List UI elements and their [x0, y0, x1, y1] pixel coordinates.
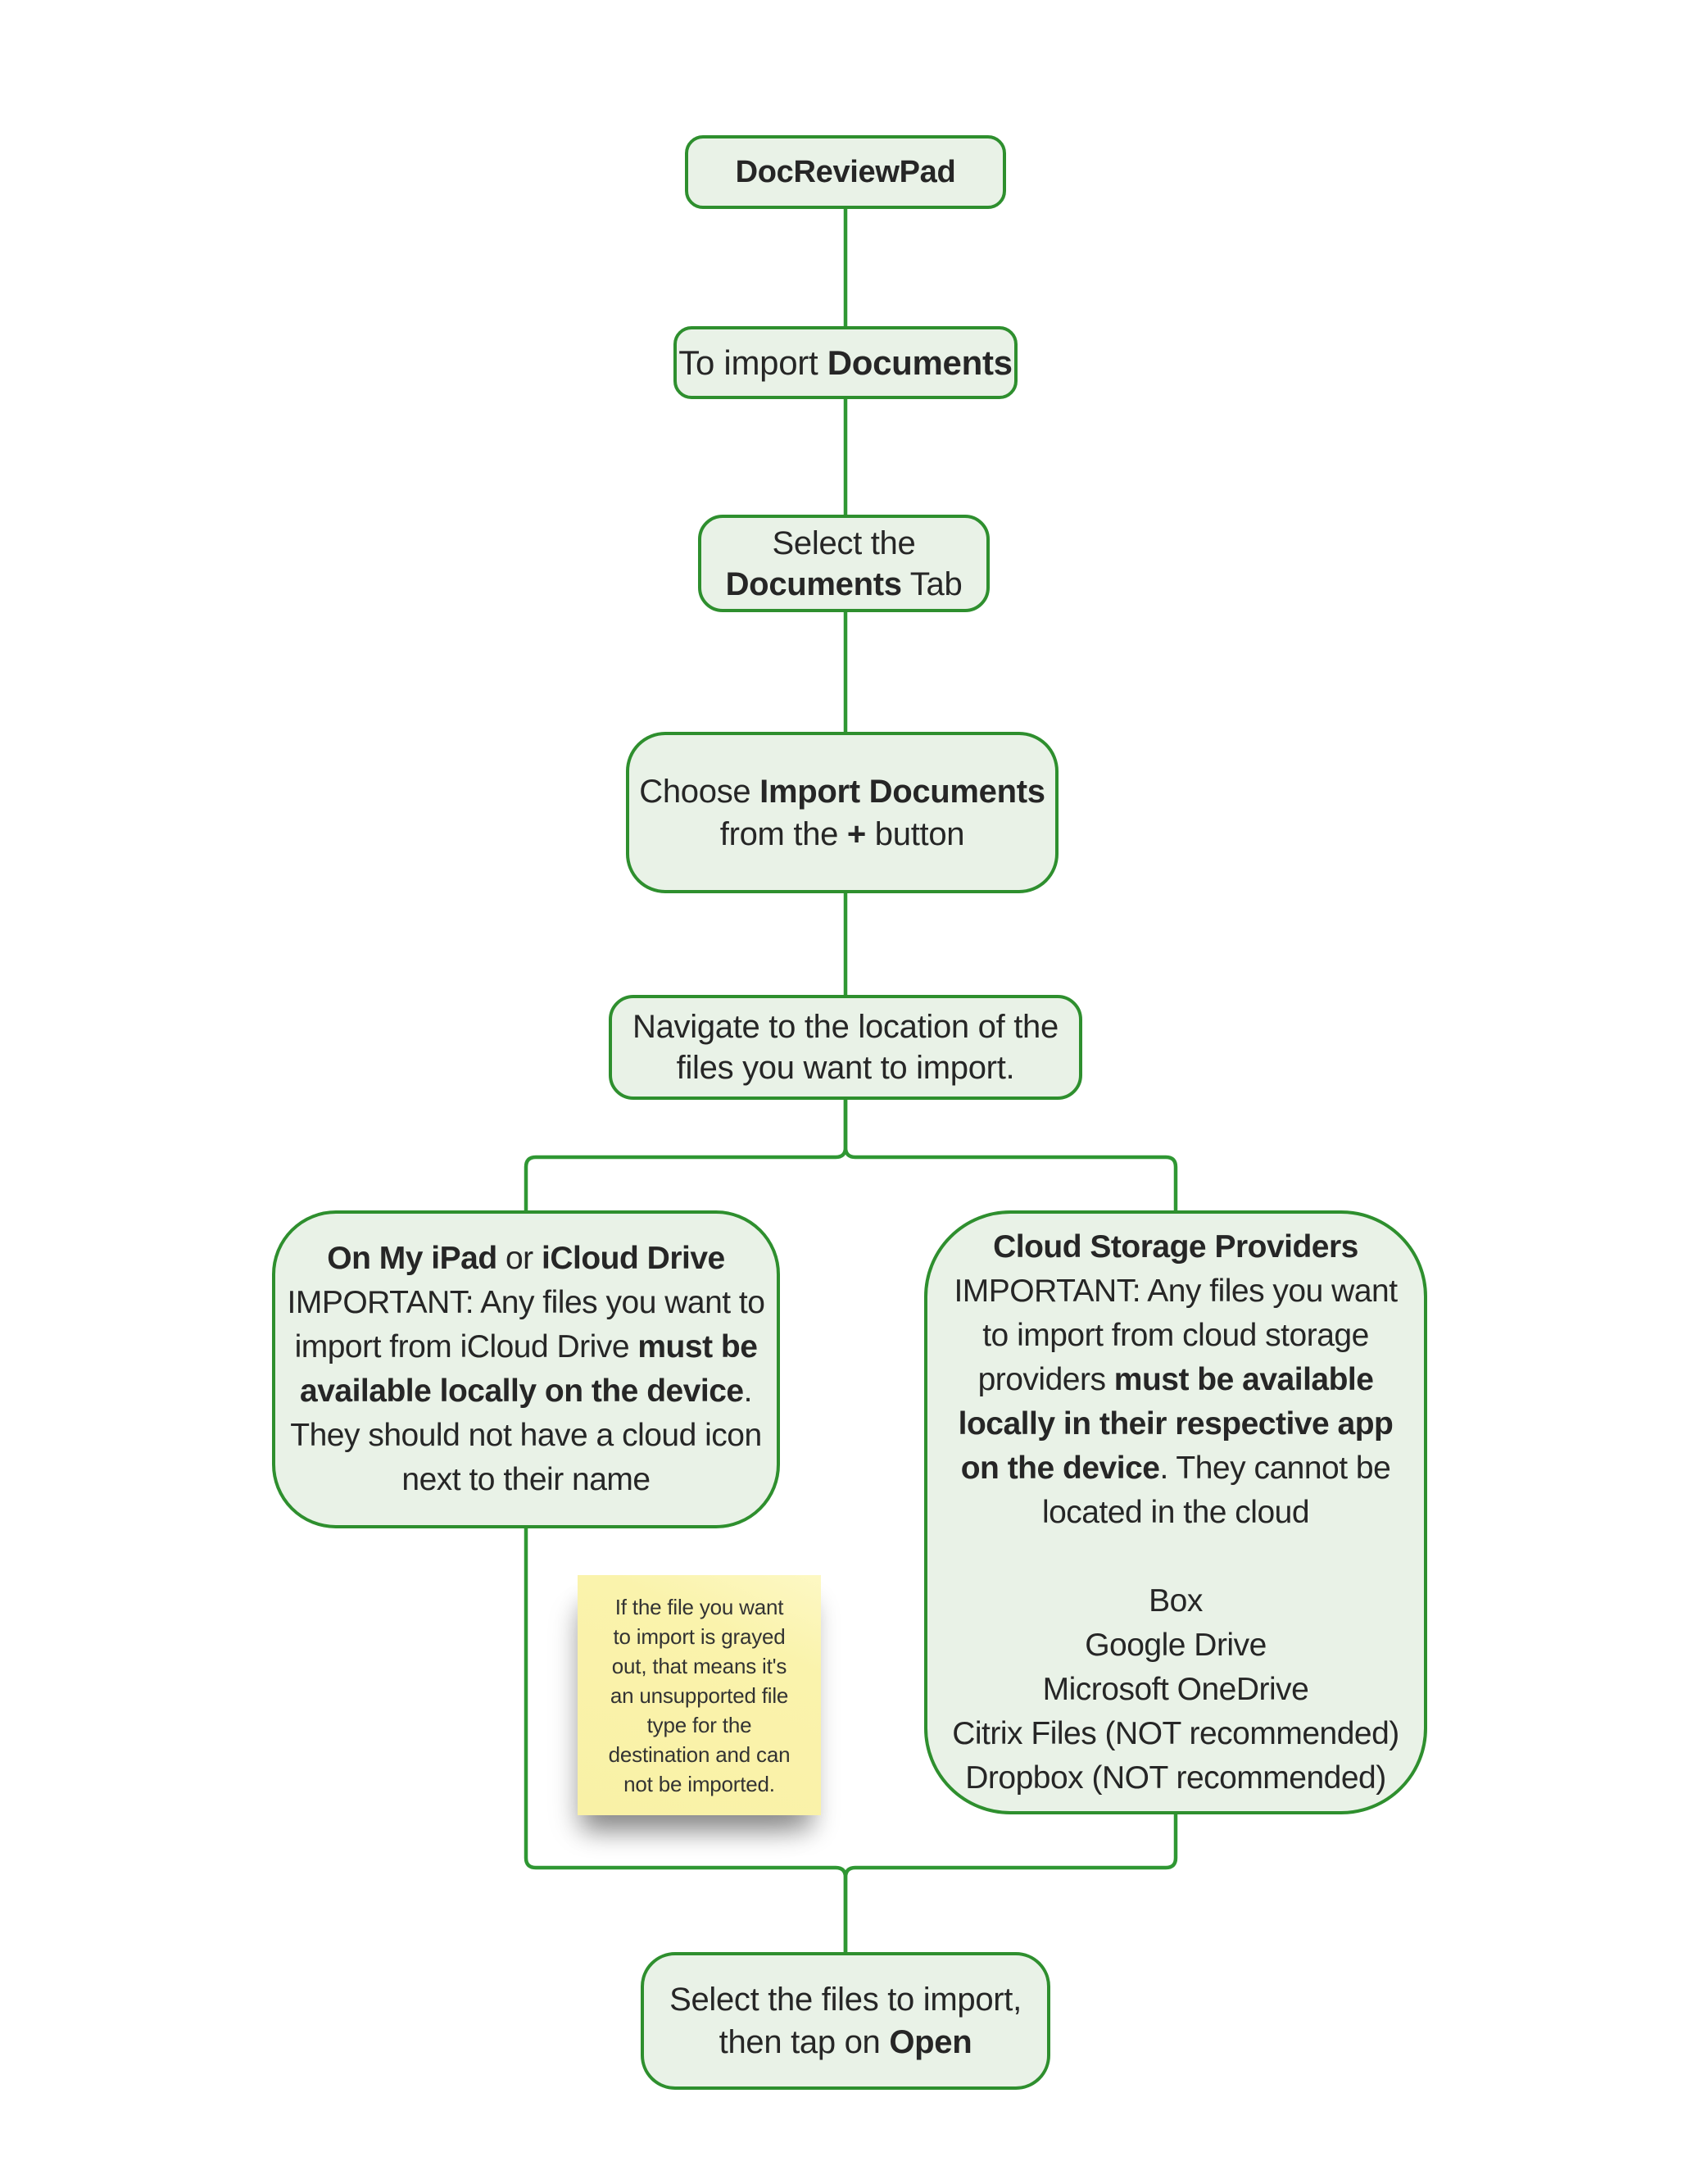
text-run: DocReviewPad	[735, 154, 956, 189]
node-line	[961, 1446, 1391, 1491]
node-line	[726, 564, 963, 605]
text-run: available locally on the device	[300, 1374, 744, 1409]
text-run: located in the cloud	[1041, 1494, 1310, 1530]
node-line	[773, 523, 916, 564]
node-line	[736, 155, 956, 190]
node-line	[288, 1281, 765, 1325]
node-line	[719, 2021, 972, 2064]
text-run: Dropbox (NOT recommended)	[965, 1759, 1386, 1796]
node-line	[677, 1047, 1015, 1088]
connector-merge-right	[846, 1814, 1176, 1952]
node-line	[978, 1358, 1374, 1402]
text-run: Cloud Storage Providers	[993, 1228, 1358, 1265]
node-cloud-storage-providers	[924, 1210, 1427, 1814]
text-run: then tap on	[719, 2024, 890, 2060]
node-line	[669, 1978, 1022, 2021]
text-run: locally in their respective app	[958, 1405, 1394, 1442]
provider-list	[952, 1579, 1399, 1800]
sticky-line	[613, 1622, 785, 1651]
node-line	[1042, 1491, 1309, 1535]
text-run: on the device	[960, 1450, 1160, 1486]
text-run: button	[865, 815, 965, 852]
text-run: On My iPad	[327, 1241, 497, 1276]
text-run: next to their name	[401, 1462, 651, 1497]
text-run: Open	[889, 2024, 972, 2060]
text-run: from the	[719, 815, 847, 852]
node-line	[959, 1402, 1394, 1446]
text-run: providers	[977, 1361, 1114, 1397]
text-run: Navigate to the location of the	[632, 1009, 1059, 1045]
text-run: files you want to import.	[676, 1050, 1015, 1086]
text-run: or	[496, 1241, 542, 1276]
node-line	[982, 1314, 1369, 1358]
text-run: Box	[1149, 1582, 1203, 1619]
text-run: destination and can	[608, 1741, 791, 1767]
sticky-line	[623, 1769, 775, 1799]
text-run: Choose	[639, 773, 760, 810]
node-line	[401, 1458, 650, 1502]
text-run: an unsupported file	[610, 1682, 789, 1708]
node-line	[632, 1006, 1059, 1047]
connector-split-left	[526, 1100, 846, 1210]
text-run: IMPORTANT: Any files you want to	[287, 1285, 765, 1320]
text-run: Select the files to import,	[669, 1982, 1022, 2018]
text-run: Documents	[827, 343, 1013, 382]
node-select-documents-tab	[698, 515, 990, 612]
node-line	[954, 1269, 1397, 1314]
text-run: .	[743, 1374, 752, 1409]
provider-item	[952, 1579, 1399, 1623]
text-run: Citrix Files (NOT recommended)	[952, 1715, 1399, 1751]
provider-item	[952, 1623, 1399, 1668]
text-run: iCloud Drive	[542, 1241, 725, 1276]
text-run: import from iCloud Drive	[294, 1329, 638, 1364]
sticky-line	[609, 1740, 791, 1769]
node-line	[678, 343, 1012, 383]
text-run: Google Drive	[1085, 1627, 1267, 1663]
provider-item	[952, 1756, 1399, 1800]
text-run: To import	[678, 343, 827, 382]
connector-split-right	[846, 1100, 1176, 1210]
text-run: Tab	[901, 565, 963, 602]
text-run: to import is grayed	[613, 1623, 786, 1649]
text-run: They should not have a cloud icon	[290, 1418, 762, 1453]
text-run: out, that means it's	[611, 1653, 787, 1678]
node-line	[993, 1225, 1358, 1269]
node-select-files-open	[641, 1952, 1050, 2090]
text-run: must be available	[1113, 1361, 1374, 1397]
text-run: to import from cloud storage	[982, 1317, 1369, 1353]
sticky-line	[612, 1651, 787, 1681]
node-on-my-ipad-icloud-drive	[272, 1210, 780, 1528]
sticky-note	[578, 1575, 821, 1815]
node-line	[639, 770, 1045, 813]
node-to-import-documents	[673, 326, 1018, 399]
node-line	[720, 813, 964, 856]
sticky-line	[610, 1681, 788, 1710]
node-line	[327, 1237, 724, 1281]
text-run: type for the	[646, 1712, 752, 1737]
node-navigate-to-location	[609, 995, 1082, 1100]
provider-item	[952, 1712, 1399, 1756]
text-run: not be imported.	[623, 1771, 775, 1796]
provider-item	[952, 1668, 1399, 1712]
sticky-line	[647, 1710, 752, 1740]
node-line	[295, 1325, 758, 1369]
text-run: IMPORTANT: Any files you want	[954, 1273, 1398, 1309]
text-run: +	[846, 815, 866, 852]
node-choose-import-documents	[626, 732, 1059, 893]
node-line	[290, 1414, 761, 1458]
text-run: must be	[637, 1329, 758, 1364]
text-run: Microsoft OneDrive	[1042, 1671, 1309, 1707]
node-docreviewpad	[685, 135, 1006, 209]
node-line	[300, 1369, 752, 1414]
text-run: Import Documents	[759, 773, 1045, 810]
text-run: Select the	[772, 524, 916, 561]
sticky-line	[615, 1592, 784, 1622]
text-run: . They cannot be	[1159, 1450, 1391, 1486]
text-run: If the file you want	[614, 1594, 784, 1619]
text-run: Documents	[725, 565, 902, 602]
